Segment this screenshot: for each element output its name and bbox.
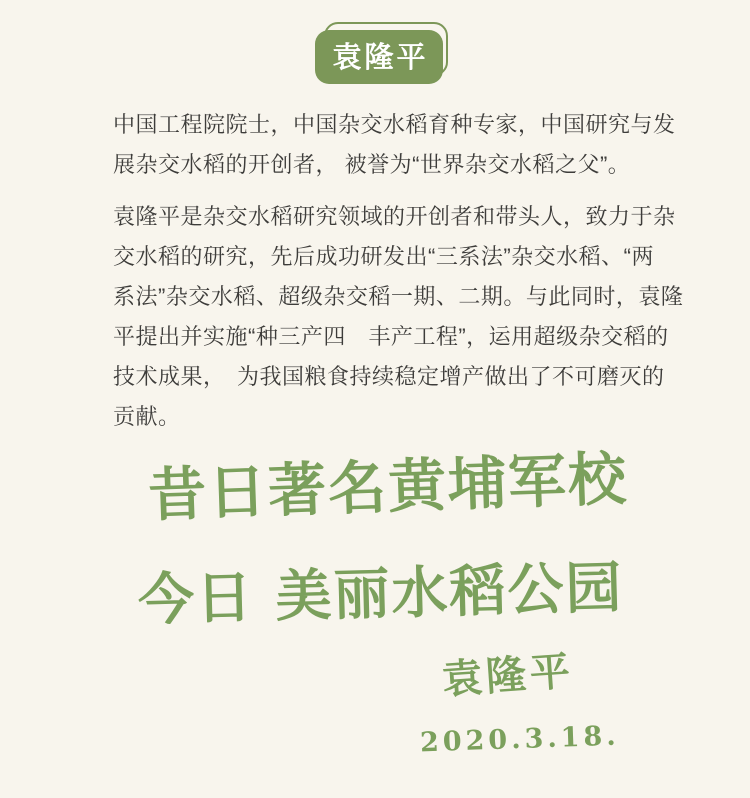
text-line: 中国工程院院士，中国杂交水稻育种专家，中国研究与发 [113, 112, 676, 137]
title-badge-background [315, 30, 443, 84]
text-line: 展杂交水稻的开创者， 被誉为“世界杂交水稻之父”。 [113, 152, 631, 177]
biography-section [113, 105, 684, 449]
page-title: 袁隆平 [332, 39, 429, 74]
text-line: 袁隆平是杂交水稻研究领域的开创者和带头人，致力于杂 [113, 204, 676, 229]
text-line: 系法”杂交水稻、超级杂交稻一期、二期。与此同时，袁隆 [113, 284, 684, 309]
inscription-signature: 袁隆平 [440, 647, 576, 704]
text-line: 交水稻的研究，先后成功研发出“三系法”杂交水稻、“两 [113, 244, 654, 269]
text-line: 技术成果， 为我国粮食持续稳定增产做出了不可磨灭的 [113, 364, 665, 389]
inscription-date: 2020.3.18. [419, 720, 621, 759]
bio-paragraph-2 [113, 197, 684, 437]
bio-paragraph-1 [113, 105, 676, 185]
inscription-line-1: 昔日著名黄埔军校 [146, 444, 630, 530]
inscription-line-2: 今日 美丽水稻公园 [137, 554, 625, 634]
title-badge [315, 30, 443, 84]
text-line: 平提出并实施“种三产四 丰产工程”，运用超级杂交稻的 [113, 324, 669, 349]
text-line: 贡献。 [113, 404, 181, 429]
